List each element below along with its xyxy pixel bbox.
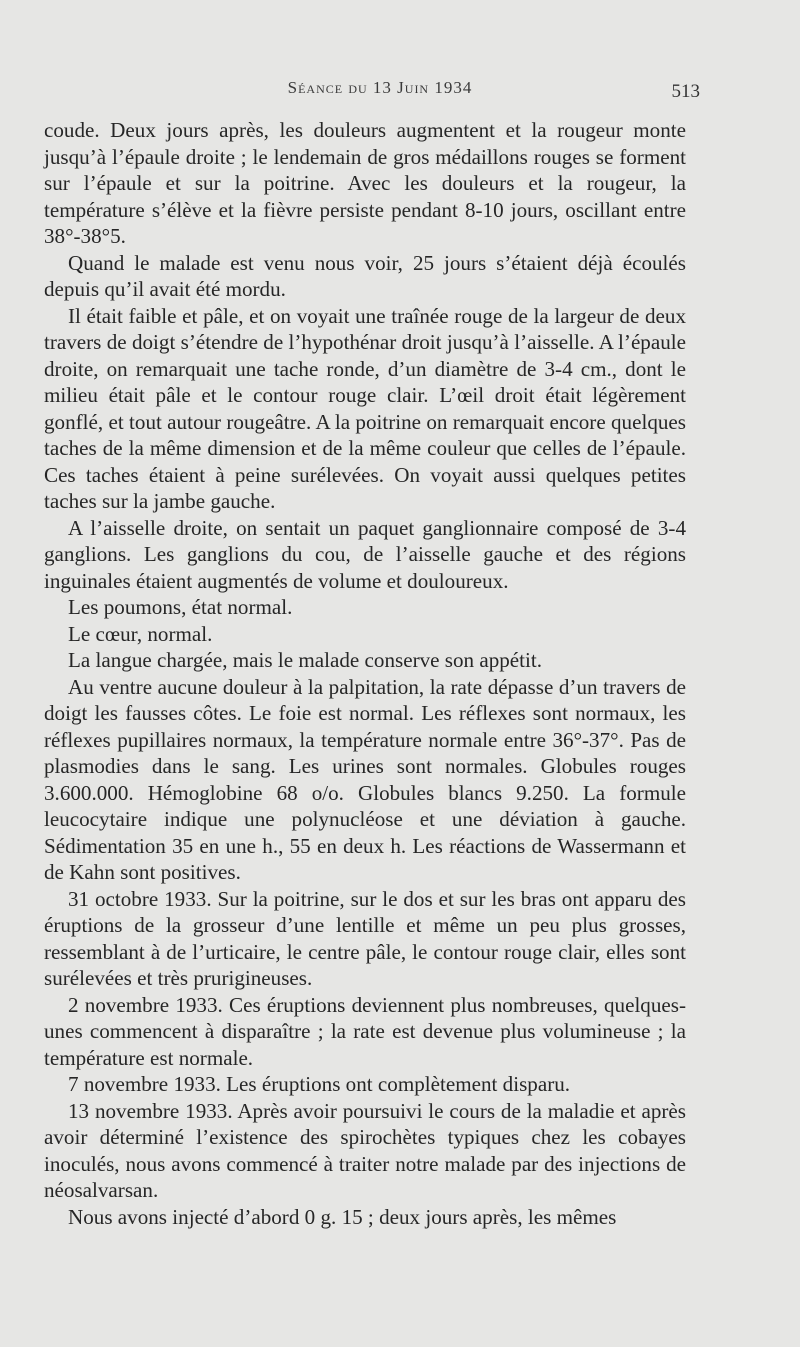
body-text — [44, 117, 686, 1230]
paragraph: 2 novembre 1933. Ces éruptions deviennent plus nombreuses, quelques-unes commencent à disparaître ; la rate est devenue plus volumineuse ; la température est normale. — [44, 992, 686, 1070]
page-header — [60, 78, 700, 108]
paragraph: Quand le malade est venu nous voir, 25 jours s’étaient déjà écoulés depuis qu’il avait été mordu. — [44, 250, 686, 301]
paragraph: Le cœur, normal. — [68, 621, 213, 646]
paragraph: Au ventre aucune douleur à la palpitation, la rate dépasse d’un travers de doigt les fausses côtes. Le foie est normal. Les réflexes sont normaux, les réflexes pupillaires normaux, la température normale entre 36°-37°. Pas de plasmodies dans le sang. Les urines sont normales. Globules rouges 3.600.000. Hémoglobine 68 o/o. Globules blancs 9.250. La formule leucocytaire indique une polynucléose et une déviation à gauche. Sédimentation 35 en une h., 55 en deux h. Les réactions de Wassermann et de Kahn sont positives. — [44, 674, 686, 884]
paragraph: 13 novembre 1933. Après avoir poursuivi le cours de la maladie et après avoir déterminé l’existence des spirochètes typiques chez les cobayes inoculés, nous avons commencé à traiter notre malade par des injections de néosalvarsan. — [44, 1098, 686, 1202]
running-head: Séance du 13 Juin 1934 — [287, 78, 473, 97]
paragraph: A l’aisselle droite, on sentait un paquet ganglionnaire composé de 3-4 ganglions. Les ganglions du cou, de l’aisselle gauche et des régions inguinales étaient augmentés de volume et douloureux. — [44, 515, 686, 593]
paragraph: 7 novembre 1933. Les éruptions ont complètement disparu. — [68, 1072, 571, 1096]
paragraph: Nous avons injecté d’abord 0 g. 15 ; deux jours après, les mêmes — [68, 1204, 617, 1229]
paragraph: La langue chargée, mais le malade conserve son appétit. — [68, 648, 543, 672]
paragraph: coude. Deux jours après, les douleurs augmentent et la rougeur monte jusqu’à l’épaule droite ; le lendemain de gros médaillons rouges se forment sur l’épaule et sur la poitrine. Avec les douleurs et la rougeur, la température s’élève et la fièvre persiste pendant 8-10 jours, oscillant entre 38°-38°5. — [44, 118, 686, 248]
page-number: 513 — [671, 81, 700, 102]
paragraph: Il était faible et pâle, et on voyait une traînée rouge de la largeur de deux travers de doigt s’étendre de l’hypothénar droit jusqu’à l’aisselle. A l’épaule droite, on remarquait une tache ronde, d’un diamètre de 3-4 cm., dont le milieu était pâle et le contour rouge clair. L’œil droit était légèrement gonflé, et tout autour rougeâtre. A la poitrine on remarquait encore quelques taches de la même dimension et de la même couleur que celles de l’épaule. Ces taches étaient à peine surélevées. On voyait aussi quelques petites taches sur la jambe gauche. — [44, 303, 686, 513]
paragraph: 31 octobre 1933. Sur la poitrine, sur le dos et sur les bras ont apparu des éruptions de la grosseur d’une lentille et même un peu plus grosses, ressemblant à de l’urticaire, le centre pâle, le contour rouge clair, elles sont surélevées et très prurigineuses. — [44, 886, 686, 990]
paragraph: Les poumons, état normal. — [68, 595, 293, 619]
